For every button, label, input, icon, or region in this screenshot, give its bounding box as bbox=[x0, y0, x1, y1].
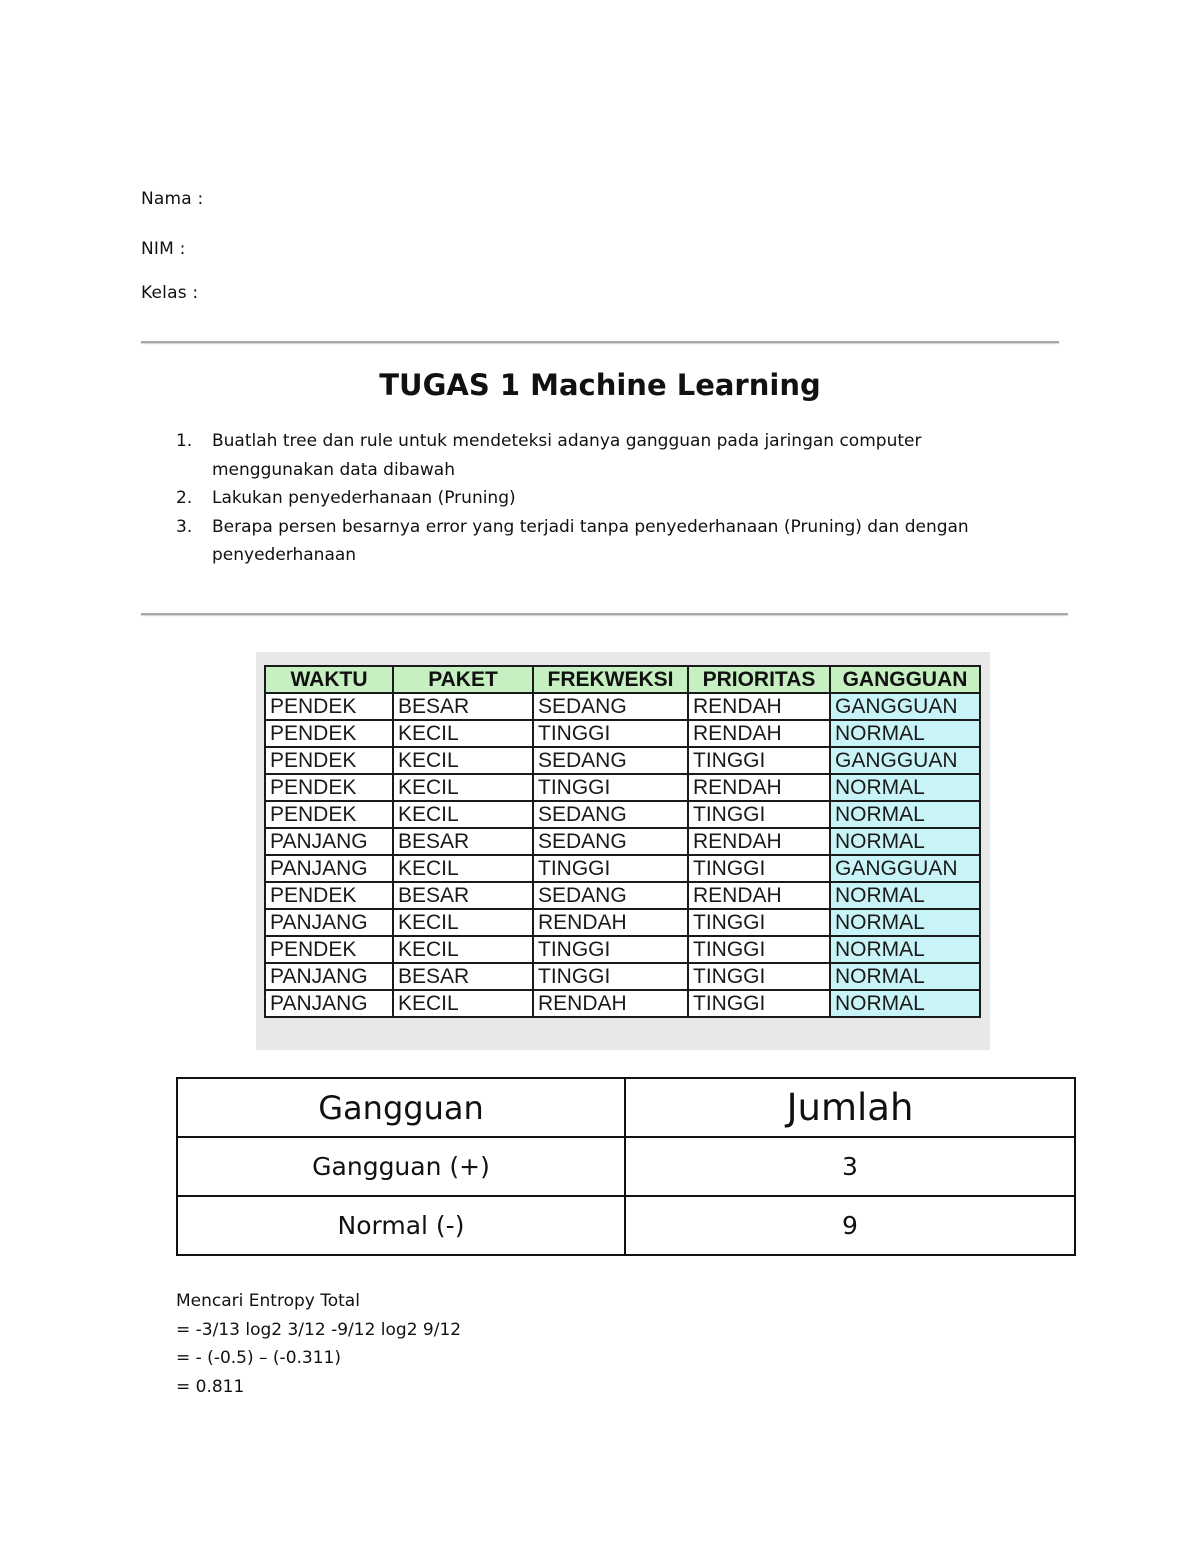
cell-frekweksi: SEDANG bbox=[533, 882, 688, 909]
cell-waktu: PENDEK bbox=[265, 720, 393, 747]
cell-prioritas: RENDAH bbox=[688, 693, 830, 720]
table-row bbox=[265, 963, 980, 990]
calc-heading: Mencari Entropy Total bbox=[176, 1291, 360, 1311]
cell-gangguan: NORMAL bbox=[830, 828, 980, 855]
cell-gangguan: NORMAL bbox=[830, 720, 980, 747]
cell-waktu: PENDEK bbox=[265, 801, 393, 828]
task-item bbox=[176, 484, 996, 513]
task-number: 1. bbox=[176, 431, 193, 451]
table-row bbox=[177, 1137, 1075, 1196]
cell-prioritas: TINGGI bbox=[688, 936, 830, 963]
cell-paket: BESAR bbox=[393, 882, 533, 909]
table-row bbox=[265, 882, 980, 909]
cell-frekweksi: TINGGI bbox=[533, 774, 688, 801]
cell-gangguan: NORMAL bbox=[830, 774, 980, 801]
calc-step: = -3/13 log2 3/12 -9/12 log2 9/12 bbox=[176, 1319, 462, 1340]
nama-label: Nama : bbox=[141, 189, 204, 209]
table-row bbox=[265, 828, 980, 855]
cell-prioritas: TINGGI bbox=[688, 909, 830, 936]
table-row bbox=[265, 720, 980, 747]
task-text: Lakukan penyederhanaan (Pruning) bbox=[212, 488, 516, 508]
task-item bbox=[176, 427, 996, 484]
cell-gangguan: NORMAL bbox=[830, 990, 980, 1017]
cell-frekweksi: SEDANG bbox=[533, 828, 688, 855]
cell-paket: KECIL bbox=[393, 720, 533, 747]
cell-paket: KECIL bbox=[393, 774, 533, 801]
cell-gangguan: NORMAL bbox=[830, 936, 980, 963]
task-item bbox=[176, 513, 996, 570]
cell-waktu: PANJANG bbox=[265, 909, 393, 936]
table-row bbox=[265, 747, 980, 774]
cell-waktu: PENDEK bbox=[265, 693, 393, 720]
summary-value: 9 bbox=[625, 1196, 1075, 1255]
header-paket: PAKET bbox=[393, 666, 533, 693]
cell-frekweksi: TINGGI bbox=[533, 720, 688, 747]
cell-waktu: PENDEK bbox=[265, 936, 393, 963]
summary-value: 3 bbox=[625, 1137, 1075, 1196]
task-number: 3. bbox=[176, 516, 193, 537]
summary-header-jumlah: Jumlah bbox=[625, 1078, 1075, 1137]
table-row bbox=[265, 801, 980, 828]
cell-waktu: PANJANG bbox=[265, 855, 393, 882]
cell-prioritas: TINGGI bbox=[688, 990, 830, 1017]
cell-paket: KECIL bbox=[393, 747, 533, 774]
top-divider bbox=[141, 341, 1059, 343]
cell-gangguan: GANGGUAN bbox=[830, 747, 980, 774]
page-title: TUGAS 1 Machine Learning bbox=[379, 368, 821, 402]
cell-frekweksi: RENDAH bbox=[533, 990, 688, 1017]
cell-paket: KECIL bbox=[393, 990, 533, 1017]
cell-prioritas: TINGGI bbox=[688, 747, 830, 774]
entropy-calculation bbox=[176, 1287, 461, 1401]
cell-gangguan: GANGGUAN bbox=[830, 693, 980, 720]
header-gangguan: GANGGUAN bbox=[830, 666, 980, 693]
cell-prioritas: TINGGI bbox=[688, 855, 830, 882]
task-text: Buatlah tree dan rule untuk mendeteksi adanya gangguan pada jaringan computer menggunakan data dibawah bbox=[212, 431, 922, 480]
calc-result: = 0.811 bbox=[176, 1376, 245, 1397]
summary-header-row bbox=[177, 1078, 1075, 1137]
cell-waktu: PENDEK bbox=[265, 882, 393, 909]
table-row bbox=[177, 1196, 1075, 1255]
header-frekweksi: FREKWEKSI bbox=[533, 666, 688, 693]
cell-prioritas: TINGGI bbox=[688, 963, 830, 990]
table-row bbox=[265, 774, 980, 801]
cell-waktu: PENDEK bbox=[265, 774, 393, 801]
cell-prioritas: RENDAH bbox=[688, 774, 830, 801]
table-row bbox=[265, 990, 980, 1017]
cell-frekweksi: SEDANG bbox=[533, 693, 688, 720]
summary-label: Gangguan (+) bbox=[177, 1137, 625, 1196]
cell-frekweksi: TINGGI bbox=[533, 855, 688, 882]
table-row bbox=[265, 909, 980, 936]
summary-table bbox=[176, 1077, 1076, 1256]
cell-frekweksi: SEDANG bbox=[533, 801, 688, 828]
nim-label: NIM : bbox=[141, 239, 186, 259]
calc-step: = - (-0.5) – (-0.311) bbox=[176, 1348, 341, 1368]
cell-gangguan: NORMAL bbox=[830, 801, 980, 828]
task-number: 2. bbox=[176, 488, 193, 508]
cell-waktu: PANJANG bbox=[265, 990, 393, 1017]
cell-gangguan: NORMAL bbox=[830, 909, 980, 936]
data-table-image bbox=[256, 652, 990, 1050]
header-waktu: WAKTU bbox=[265, 666, 393, 693]
cell-paket: KECIL bbox=[393, 801, 533, 828]
cell-waktu: PENDEK bbox=[265, 747, 393, 774]
table-row bbox=[265, 693, 980, 720]
cell-gangguan: NORMAL bbox=[830, 882, 980, 909]
cell-gangguan: GANGGUAN bbox=[830, 855, 980, 882]
task-list bbox=[176, 427, 996, 570]
cell-paket: KECIL bbox=[393, 909, 533, 936]
table-header-row bbox=[265, 666, 980, 693]
table-row bbox=[265, 936, 980, 963]
cell-prioritas: RENDAH bbox=[688, 720, 830, 747]
cell-frekweksi: SEDANG bbox=[533, 747, 688, 774]
cell-paket: KECIL bbox=[393, 855, 533, 882]
cell-frekweksi: TINGGI bbox=[533, 963, 688, 990]
task-text: Berapa persen besarnya error yang terjadi tanpa penyederhanaan (Pruning) dan dengan penyederhanaan bbox=[212, 516, 969, 565]
cell-prioritas: TINGGI bbox=[688, 801, 830, 828]
summary-label: Normal (-) bbox=[177, 1196, 625, 1255]
cell-prioritas: RENDAH bbox=[688, 882, 830, 909]
cell-frekweksi: TINGGI bbox=[533, 936, 688, 963]
cell-prioritas: RENDAH bbox=[688, 828, 830, 855]
summary-header-gangguan: Gangguan bbox=[177, 1078, 625, 1137]
dataset-table bbox=[264, 665, 981, 1018]
cell-waktu: PANJANG bbox=[265, 828, 393, 855]
header-prioritas: PRIORITAS bbox=[688, 666, 830, 693]
cell-waktu: PANJANG bbox=[265, 963, 393, 990]
cell-paket: KECIL bbox=[393, 936, 533, 963]
cell-paket: BESAR bbox=[393, 828, 533, 855]
cell-paket: BESAR bbox=[393, 963, 533, 990]
cell-frekweksi: RENDAH bbox=[533, 909, 688, 936]
table-row bbox=[265, 855, 980, 882]
cell-gangguan: NORMAL bbox=[830, 963, 980, 990]
bottom-divider bbox=[141, 613, 1068, 615]
cell-paket: BESAR bbox=[393, 693, 533, 720]
kelas-label: Kelas : bbox=[141, 283, 199, 303]
